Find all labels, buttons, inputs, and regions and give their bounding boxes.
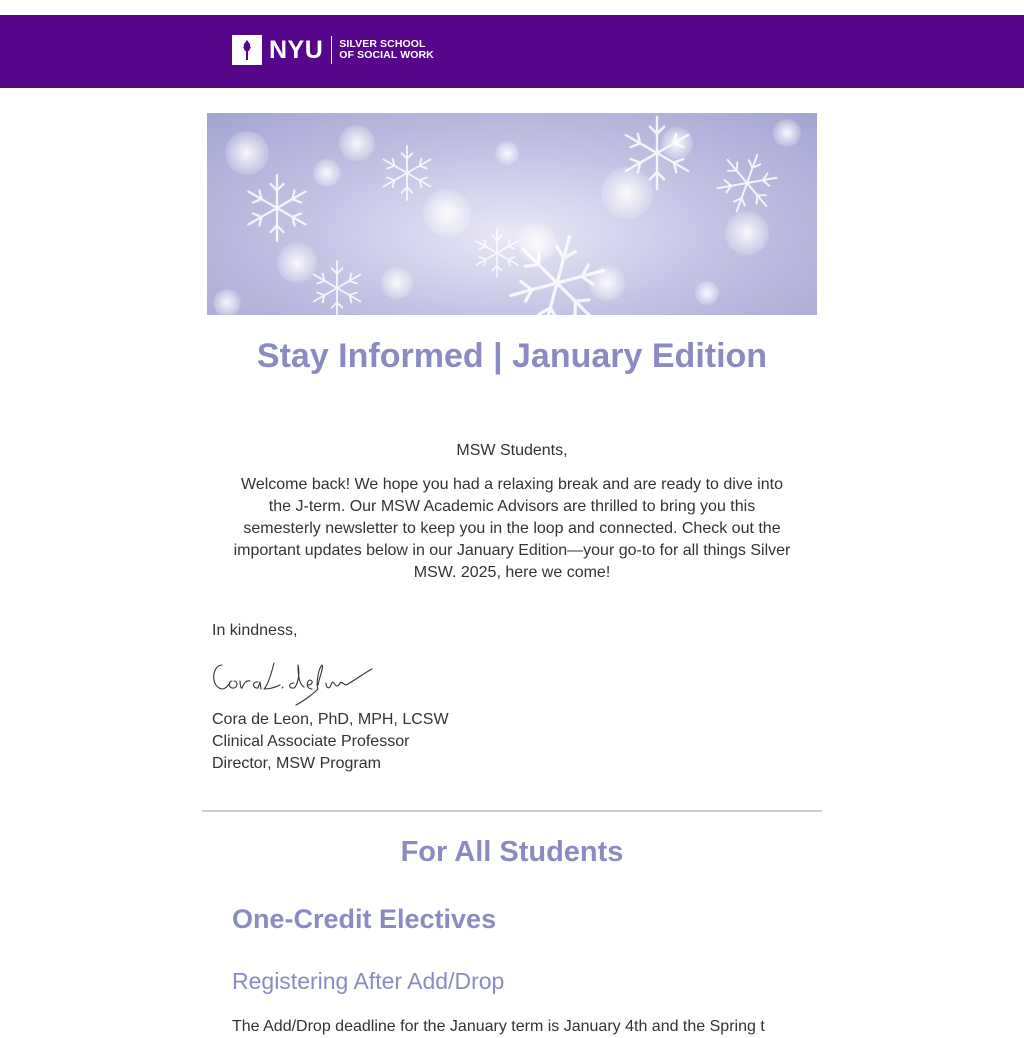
- newsletter-title: Stay Informed | January Edition: [256, 337, 768, 375]
- top-strip: [0, 0, 1024, 15]
- nyu-silver-logo[interactable]: [232, 35, 434, 65]
- subsection-heading: One-Credit Electives: [232, 904, 497, 934]
- signature-block: [212, 709, 449, 775]
- school-name-line-1: SILVER SCHOOL: [339, 38, 426, 50]
- header-bar: [0, 15, 1024, 88]
- snowflake-banner-image: [207, 113, 817, 315]
- signer-role: Director, MSW Program: [212, 755, 381, 772]
- greeting: MSW Students,: [456, 442, 568, 459]
- signer-name: Cora de Leon, PhD, MPH, LCSW: [212, 711, 449, 728]
- intro-paragraph: Welcome back! We hope you had a relaxing break and are ready to dive into the J-term. Our MSW Academic Advisors are thrilled to bring you this semesterly newsletter to keep you in the loop and connected. Check out the important updates below in our January Edition—your go-to for all things Silver MSW. 2025, here we come!: [233, 476, 791, 581]
- school-name: [339, 39, 434, 61]
- section-divider: [202, 810, 822, 812]
- school-name-line-2: OF SOCIAL WORK: [339, 49, 434, 61]
- signer-title: Clinical Associate Professor: [212, 733, 410, 750]
- handwritten-signature: [208, 655, 378, 707]
- body-paragraph: The Add/Drop deadline for the January term is January 4th and the Spring t: [232, 1018, 765, 1035]
- section-heading: For All Students: [400, 836, 624, 868]
- subsubsection-heading: Registering After Add/Drop: [232, 968, 505, 994]
- closing-line: In kindness,: [212, 622, 298, 639]
- logo-divider: [331, 36, 332, 64]
- nyu-wordmark: NYU: [269, 36, 324, 64]
- hero-banner: [207, 113, 817, 315]
- torch-icon: [232, 35, 262, 65]
